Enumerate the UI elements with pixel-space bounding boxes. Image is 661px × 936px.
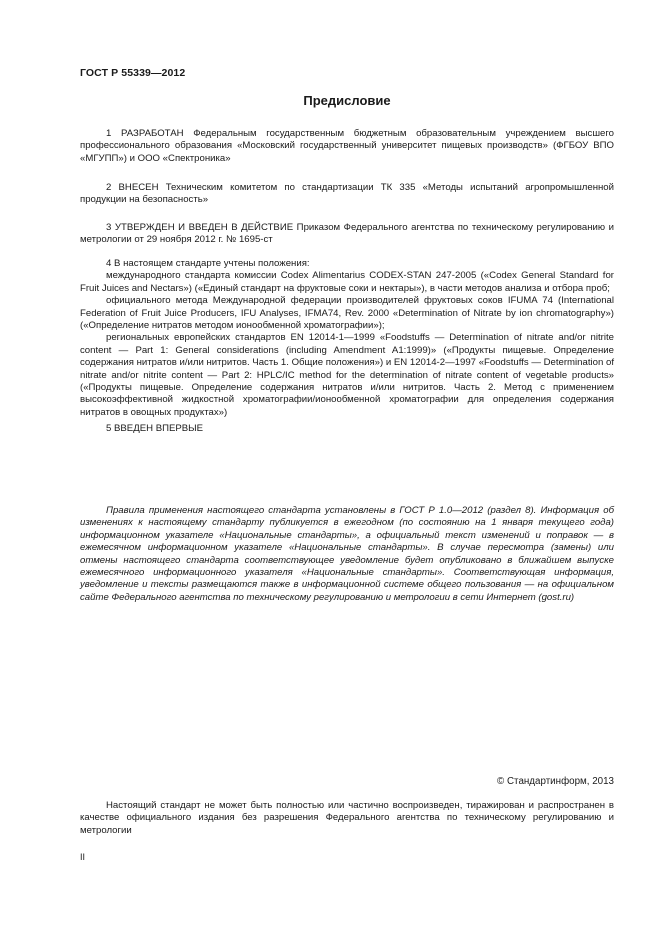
section-5: 5 ВВЕДЕН ВПЕРВЫЕ [106,423,204,434]
page-title: Предисловие [303,93,391,108]
application-notice: Правила применения настоящего стандарта установлены в ГОСТ Р 1.0—2012 (раздел 8). Информация об изменениях к настоящему стандарту публикуется в ежегодном (по состоянию на 1 января текущего года) информационном указателе «Национальные стандарты», а официальный текст изменений и поправок — в ежемесячном информационном указателе «Национальные стандарты». В случае пересмотра (замены) или отмены настоящего стандарта соответствующее уведомление будет опубликовано в ближайшем выпуске ежемесячного информационного указателя «Национальные стандарты». Соответствующая информация, уведомление и тексты размещаются также в информационной системе общего пользования — на официальном сайте Федерального агентства по техническому регулированию и метрологии в сети Интернет (gost.ru) [80,505,614,603]
section-1: 1 РАЗРАБОТАН Федеральным государственным бюджетным образовательным учреждением высшего профессионального образования «Московский государственный университет пищевых производств» (ФГБОУ ВПО «МГУПП») и ООО «Спектроника» [80,128,614,164]
copyright-line: © Стандартинформ, 2013 [497,776,614,787]
section-4-item-ifuma: официального метода Международной федерации производителей фруктовых соков IFUMA 74 (International Federation of Fruit Juice Producers, IFU Analyses, IFMA74, Rev. 2000 «Determination of Nitrate by ion chromatography») («Определение нитратов методом ионообменной хроматографии»); [80,295,614,332]
section-2: 2 ВНЕСЕН Техническим комитетом по стандартизации ТК 335 «Методы испытаний агропромышленной продукции на безопасность» [80,182,614,206]
standard-id: ГОСТ Р 55339—2012 [80,67,186,79]
section-4-item-codex: международного стандарта комиссии Codex Alimentarius CODEX-STAN 247-2005 («Codex General Standard for Fruit Juices and Nectars») («Единый стандарт на фруктовые соки и нектары»), в части методов анализа и отбора проб; [80,270,614,294]
section-4-intro: 4 В настоящем стандарте учтены положения: [106,258,310,269]
page-number: II [80,852,86,862]
section-4 [80,258,614,419]
section-4-item-en: региональных европейских стандартов EN 12014-1—1999 «Foodstuffs — Determination of nitrate and/or nitrite content — Part 1: General considerations (including Amendment A1:1999)» («Продукты пищевые. Определение содержания нитратов и/или нитритов. Часть 1. Общие положения») и EN 12014-2—1997 «Foodstuffs — Determination of nitrate and/or nitrite content — Part 2: HPLC/IC method for the determination of nitrate content of vegetable products» («Продукты пищевые. Определение содержания нитратов и/или нитритов. Часть 2. Метод с применением высокоэффективной жидкостной хроматографии/ионообменной хроматографии для определения содержания нитратов в овощных продуктах») [80,332,614,418]
rights-notice: Настоящий стандарт не может быть полностью или частично воспроизведен, тиражирован и распространен в качестве официального издания без разрешения Федерального агентства по техническому регулированию и метрологии [80,800,614,836]
document-page [80,0,614,936]
section-3: 3 УТВЕРЖДЕН И ВВЕДЕН В ДЕЙСТВИЕ Приказом Федерального агентства по техническому регулированию и метрологии от 29 ноября 2012 г. № 1695-ст [80,222,614,246]
